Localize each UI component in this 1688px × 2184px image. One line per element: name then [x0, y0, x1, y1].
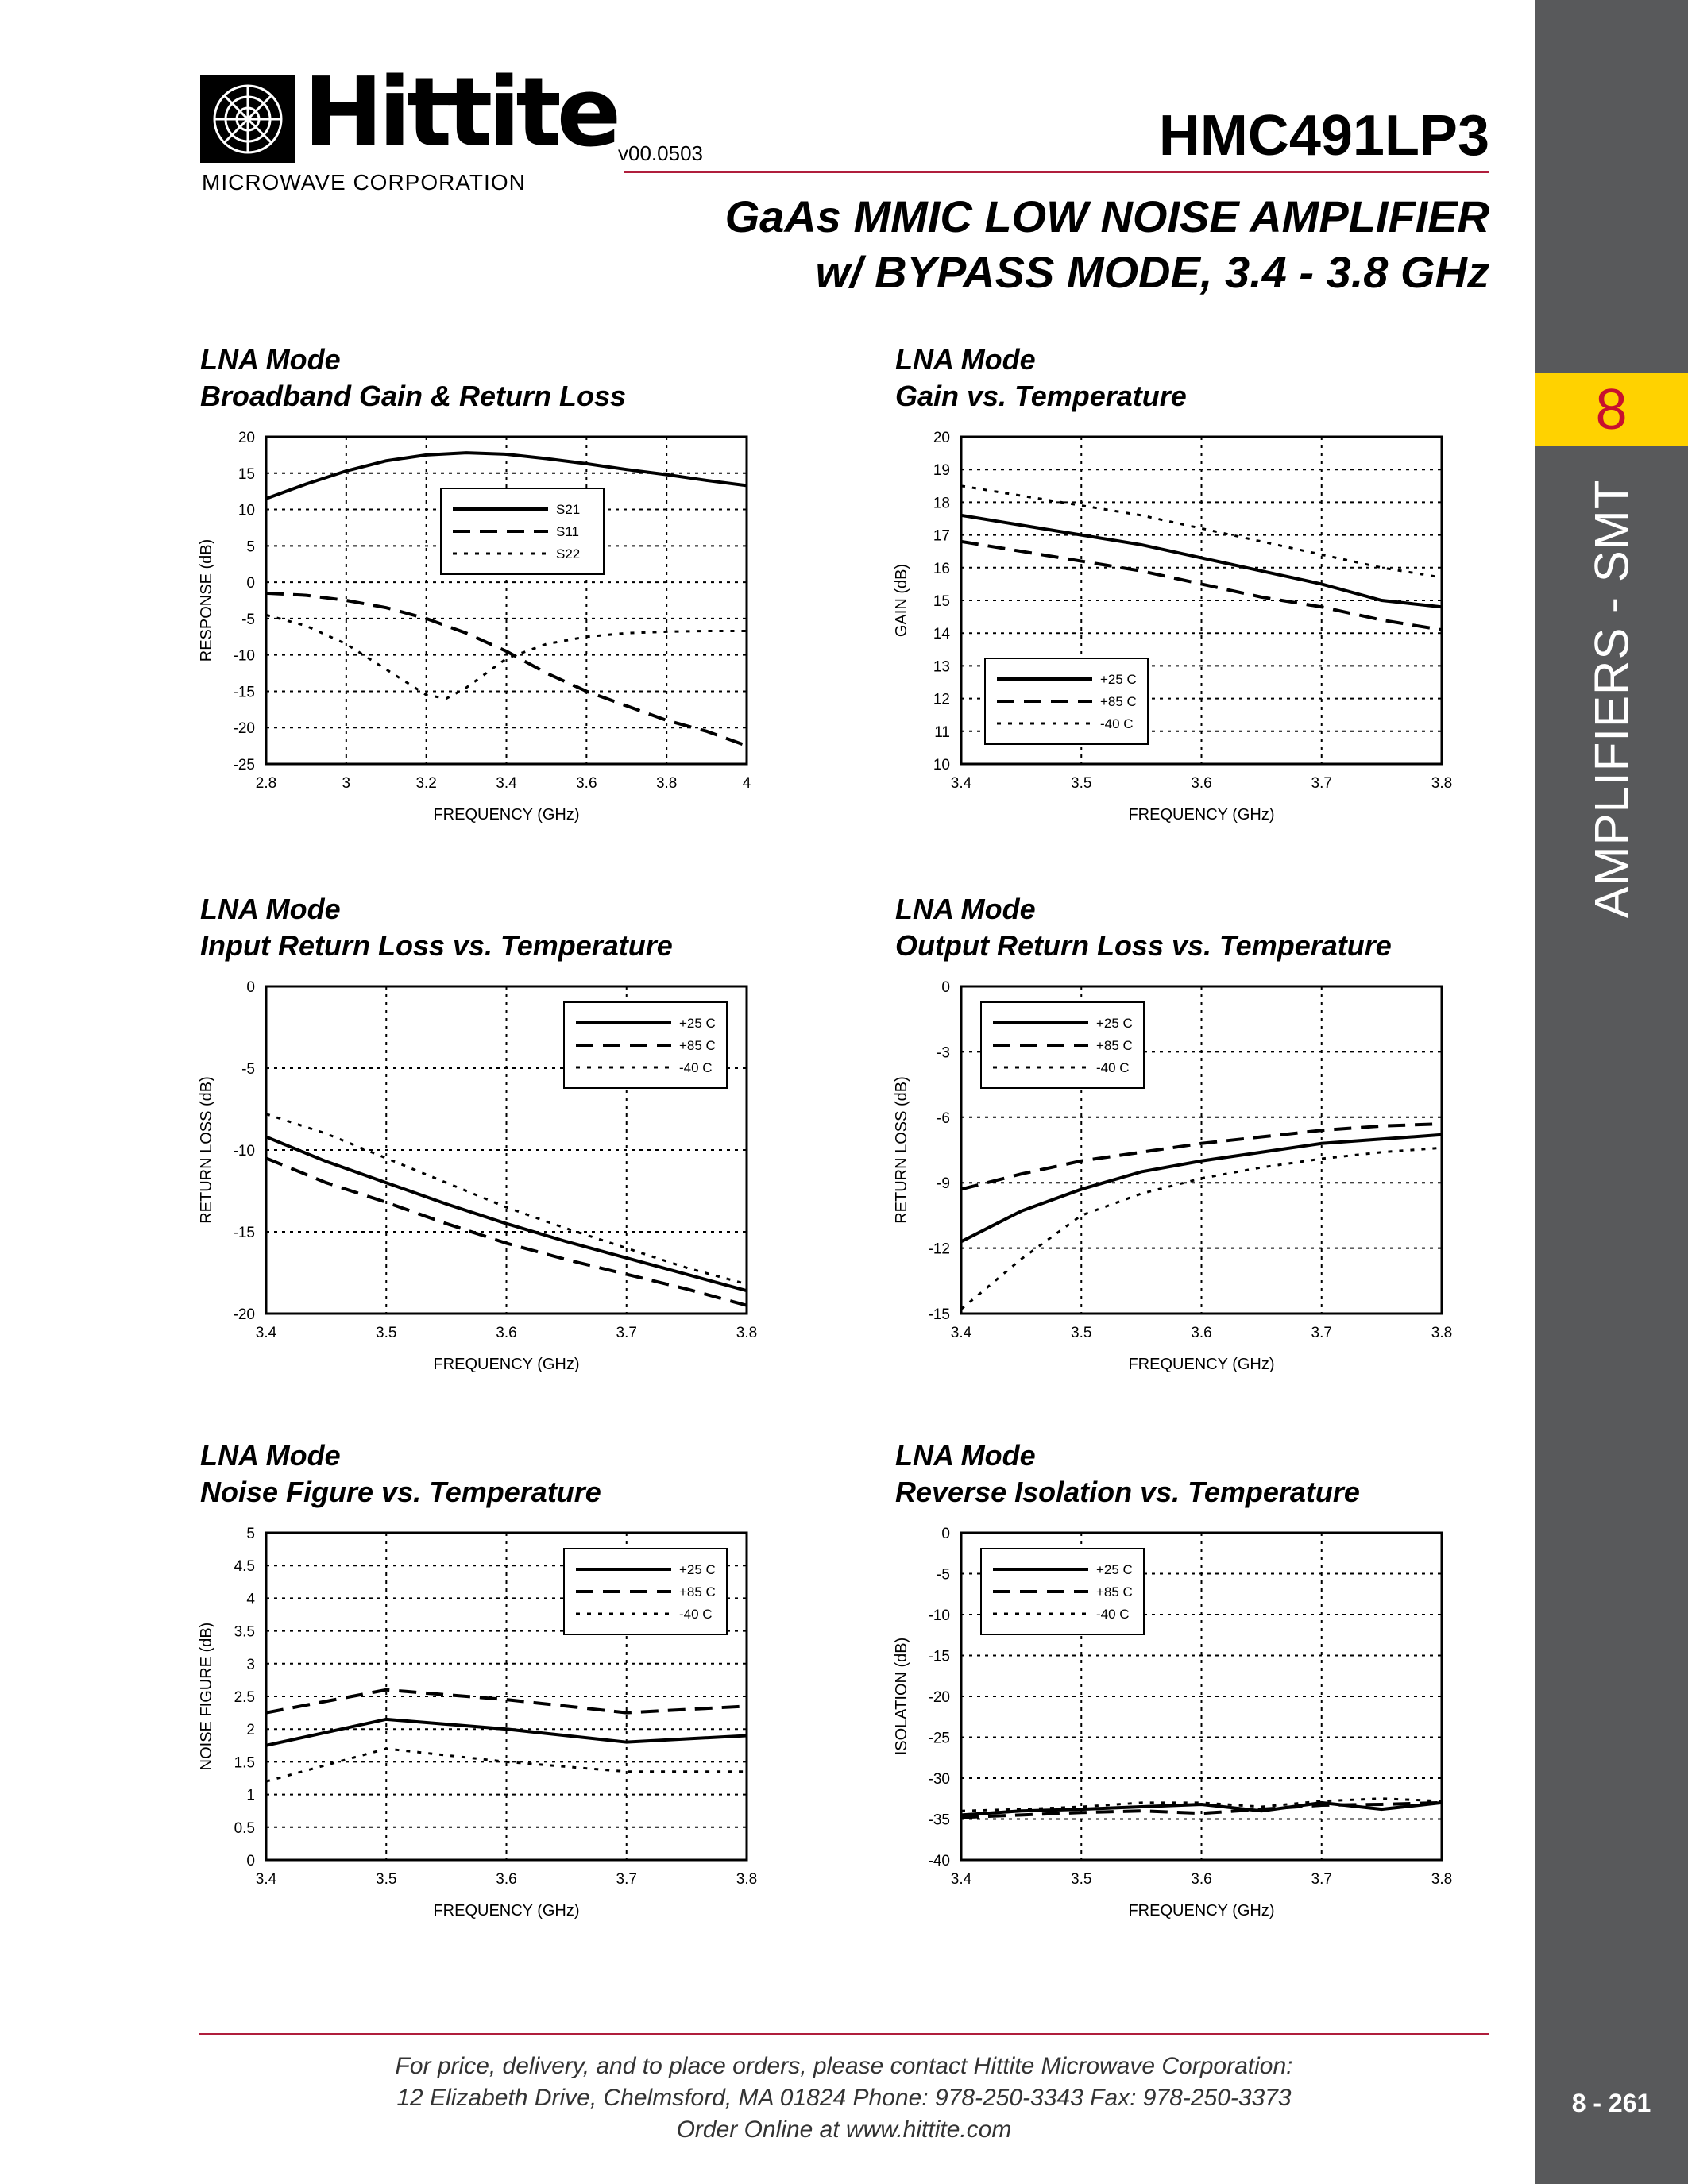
y-tick-label: 18	[933, 495, 950, 512]
chart-title-line1: LNA Mode	[200, 1439, 341, 1472]
y-tick-label: -5	[241, 611, 255, 628]
chart-svg	[886, 1517, 1474, 1930]
chart-svg	[191, 421, 778, 834]
chart-title-line2: Noise Figure vs. Temperature	[200, 1476, 601, 1508]
chart-title-reverse-isolation	[895, 1437, 1360, 1511]
logo-wordmark: Hittite	[303, 58, 617, 168]
legend-label: +25 C	[679, 1016, 716, 1031]
x-tick-label: 3.4	[950, 1325, 972, 1341]
x-tick-label: 3.6	[496, 1871, 517, 1888]
section-number-tab: 8	[1535, 373, 1688, 446]
x-tick-label: 3.4	[950, 775, 972, 792]
chart-title-output-return-loss	[895, 891, 1392, 964]
document-title-line2: w/ BYPASS MODE, 3.4 - 3.8 GHz	[815, 247, 1489, 297]
series-line-40c	[961, 486, 1442, 577]
chart-title-line1: LNA Mode	[895, 343, 1036, 376]
x-tick-label: 3.6	[1191, 1325, 1212, 1341]
y-tick-label: -25	[928, 1730, 950, 1747]
y-tick-label: -3	[937, 1044, 950, 1062]
logo-subtitle: MICROWAVE CORPORATION	[202, 170, 526, 195]
y-tick-label: 20	[933, 430, 950, 446]
y-tick-label: 1	[246, 1787, 255, 1804]
y-axis-label: NOISE FIGURE (dB)	[198, 1622, 215, 1771]
x-tick-label: 4	[742, 775, 751, 792]
x-axis-label: FREQUENCY (GHz)	[433, 806, 580, 824]
y-tick-label: 2.5	[234, 1689, 255, 1706]
chart-title-input-return-loss	[200, 891, 673, 964]
y-tick-label: -6	[937, 1109, 950, 1127]
chart-svg	[191, 1517, 778, 1930]
y-tick-label: 12	[933, 691, 950, 708]
y-tick-label: -15	[928, 1648, 950, 1665]
chart-title-noise-figure	[200, 1437, 601, 1511]
x-tick-label: 3.4	[496, 775, 517, 792]
y-tick-label: 16	[933, 560, 950, 577]
y-tick-label: 0	[246, 979, 255, 996]
footer-line2: 12 Elizabeth Drive, Chelmsford, MA 01824 Phone: 978-250-3343 Fax: 978-250-3373	[396, 2085, 1292, 2111]
x-tick-label: 3.6	[576, 775, 597, 792]
legend-label: +85 C	[679, 1038, 716, 1053]
chart-title-gain-temp	[895, 341, 1187, 415]
x-tick-label: 2.8	[255, 775, 277, 792]
legend-label: S11	[556, 524, 579, 539]
x-tick-label: 3.5	[376, 1325, 397, 1341]
chart-title-line2: Gain vs. Temperature	[895, 380, 1187, 412]
y-tick-label: -40	[928, 1853, 950, 1870]
y-tick-label: 5	[246, 1526, 255, 1542]
x-axis-label: FREQUENCY (GHz)	[433, 1356, 580, 1373]
y-tick-label: -15	[233, 1225, 255, 1241]
x-tick-label: 3.8	[736, 1871, 758, 1888]
x-tick-label: 3.5	[1071, 775, 1092, 792]
legend-label: +85 C	[1096, 1584, 1133, 1599]
y-tick-label: -25	[233, 757, 255, 774]
y-tick-label: -10	[233, 647, 255, 665]
series-line-85c	[961, 542, 1442, 630]
y-tick-label: -35	[928, 1812, 950, 1829]
legend-label: -40 C	[679, 1060, 713, 1075]
y-tick-label: -10	[233, 1143, 255, 1160]
x-tick-label: 3.7	[616, 1871, 637, 1888]
x-tick-label: 3.4	[255, 1325, 277, 1341]
x-tick-label: 3.6	[1191, 1871, 1212, 1888]
header-divider	[624, 171, 1489, 173]
y-axis-label: RETURN LOSS (dB)	[198, 1076, 215, 1224]
chart-broadband-gain-return-loss	[191, 421, 778, 834]
y-tick-label: 4	[246, 1591, 255, 1608]
y-axis-label: RESPONSE (dB)	[198, 538, 215, 662]
series-line-25c	[961, 515, 1442, 607]
y-tick-label: -15	[928, 1306, 950, 1323]
section-label: AMPLIFIERS - SMT	[1585, 479, 1639, 919]
legend-label: S22	[556, 546, 581, 561]
chart-title-line2: Output Return Loss vs. Temperature	[895, 929, 1392, 962]
document-title-line1: GaAs MMIC LOW NOISE AMPLIFIER	[724, 191, 1489, 241]
y-tick-label: 1.5	[234, 1754, 255, 1772]
chart-title-gain-return-loss	[200, 341, 626, 415]
legend-label: -40 C	[1096, 1060, 1130, 1075]
x-tick-label: 3.7	[1311, 1871, 1332, 1888]
x-tick-label: 3.8	[1431, 775, 1453, 792]
chart-output-return-loss	[886, 970, 1474, 1383]
y-tick-label: -9	[937, 1175, 950, 1193]
legend-label: +25 C	[679, 1562, 716, 1577]
y-tick-label: 15	[238, 465, 255, 483]
y-tick-label: 0	[941, 979, 950, 996]
chart-svg	[886, 970, 1474, 1383]
chart-svg	[886, 421, 1474, 834]
legend-label: +25 C	[1096, 1016, 1133, 1031]
legend-label: +85 C	[679, 1584, 716, 1599]
y-tick-label: 20	[238, 430, 255, 446]
chart-title-line2: Reverse Isolation vs. Temperature	[895, 1476, 1360, 1508]
x-tick-label: 3.7	[1311, 1325, 1332, 1341]
part-number: HMC491LP3	[1158, 104, 1489, 168]
y-tick-label: 14	[933, 626, 950, 643]
y-tick-label: 13	[933, 658, 950, 676]
x-tick-label: 3.4	[255, 1871, 277, 1888]
y-tick-label: 0	[246, 1853, 255, 1870]
chart-reverse-isolation	[886, 1517, 1474, 1930]
chart-title-line2: Input Return Loss vs. Temperature	[200, 929, 673, 962]
legend-label: -40 C	[1100, 716, 1134, 731]
chart-title-line2: Broadband Gain & Return Loss	[200, 380, 627, 412]
x-tick-label: 3.8	[1431, 1325, 1453, 1341]
x-axis-label: FREQUENCY (GHz)	[1128, 1902, 1275, 1920]
series-line-25c	[266, 1137, 747, 1291]
page-number: 8 - 261	[1571, 2089, 1651, 2117]
y-tick-label: 15	[933, 593, 950, 610]
y-tick-label: 5	[246, 538, 255, 556]
footer-divider	[199, 2033, 1489, 2035]
x-tick-label: 3.5	[1071, 1325, 1092, 1341]
y-tick-label: 17	[933, 527, 950, 545]
y-tick-label: -10	[928, 1607, 950, 1624]
y-tick-label: -20	[928, 1689, 950, 1706]
x-tick-label: 3.5	[1071, 1871, 1092, 1888]
x-axis-label: FREQUENCY (GHz)	[433, 1902, 580, 1920]
x-tick-label: 3.6	[1191, 775, 1212, 792]
y-tick-label: 3	[246, 1656, 255, 1673]
logo-emblem-icon	[200, 75, 295, 163]
x-tick-label: 3.8	[736, 1325, 758, 1341]
x-tick-label: 3.5	[376, 1871, 397, 1888]
y-tick-label: 10	[933, 757, 950, 774]
y-tick-label: -20	[233, 720, 255, 738]
y-tick-label: 3.5	[234, 1623, 255, 1641]
x-axis-label: FREQUENCY (GHz)	[1128, 1356, 1275, 1373]
legend-label: +85 C	[1096, 1038, 1133, 1053]
footer-line1: For price, delivery, and to place orders, please contact Hittite Microwave Corporation:	[395, 2053, 1293, 2079]
version-label: v00.0503	[618, 141, 703, 165]
y-tick-label: -5	[937, 1566, 950, 1584]
y-tick-label: -30	[928, 1771, 950, 1788]
y-tick-label: 19	[933, 462, 950, 480]
y-tick-label: 0.5	[234, 1819, 255, 1837]
y-axis-label: RETURN LOSS (dB)	[893, 1076, 910, 1224]
legend-label: +25 C	[1100, 672, 1137, 687]
y-tick-label: 0	[941, 1526, 950, 1542]
chart-svg	[191, 970, 778, 1383]
chart-input-return-loss	[191, 970, 778, 1383]
y-tick-label: -20	[233, 1306, 255, 1323]
footer-line3: Order Online at www.hittite.com	[676, 2116, 1012, 2143]
x-tick-label: 3.6	[496, 1325, 517, 1341]
y-tick-label: 10	[238, 502, 255, 519]
legend-label: S21	[556, 502, 581, 517]
x-axis-label: FREQUENCY (GHz)	[1128, 806, 1275, 824]
x-tick-label: 3	[342, 775, 351, 792]
legend-label: -40 C	[1096, 1607, 1130, 1622]
y-tick-label: 0	[246, 575, 255, 592]
sidebar	[1535, 0, 1688, 2184]
y-tick-label: 11	[934, 723, 950, 741]
y-tick-label: 4.5	[234, 1558, 255, 1576]
chart-title-line1: LNA Mode	[895, 893, 1036, 925]
y-tick-label: -5	[241, 1061, 255, 1078]
x-tick-label: 3.2	[415, 775, 437, 792]
chart-gain-vs-temperature	[886, 421, 1474, 834]
x-tick-label: 3.8	[1431, 1871, 1453, 1888]
chart-noise-figure	[191, 1517, 778, 1930]
x-tick-label: 3.4	[950, 1871, 972, 1888]
legend-label: -40 C	[679, 1607, 713, 1622]
legend-label: +85 C	[1100, 694, 1137, 709]
x-tick-label: 3.7	[616, 1325, 637, 1341]
y-tick-label: -12	[928, 1241, 950, 1258]
legend-label: +25 C	[1096, 1562, 1133, 1577]
chart-title-line1: LNA Mode	[200, 893, 341, 925]
x-tick-label: 3.8	[655, 775, 678, 792]
y-tick-label: 2	[246, 1722, 255, 1739]
chart-title-line1: LNA Mode	[200, 343, 341, 376]
y-axis-label: GAIN (dB)	[893, 563, 910, 638]
y-axis-label: ISOLATION (dB)	[893, 1637, 910, 1756]
chart-title-line1: LNA Mode	[895, 1439, 1036, 1472]
x-tick-label: 3.7	[1311, 775, 1332, 792]
y-tick-label: -15	[233, 684, 255, 701]
